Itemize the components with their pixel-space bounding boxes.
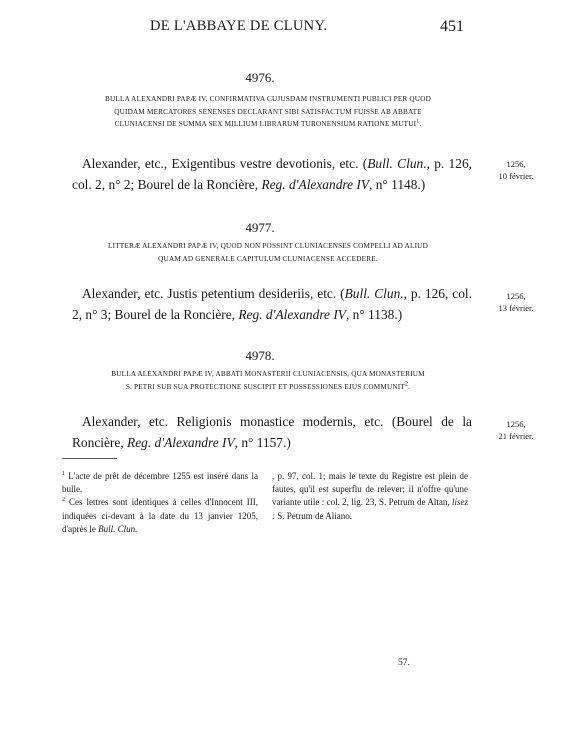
- footnotes-right-column: [272, 470, 468, 523]
- signature-mark: 57.: [398, 658, 410, 668]
- entry-text-4977: Alexander, etc. Justis petentium desideriis, etc. (Bull. Clun., p. 126, col. 2, n° 3; Bourel de la Roncière, Reg. d'Alexandre IV, n° 1138.): [72, 286, 472, 322]
- footnote-2-start: $^2$ Ces lettres sont identiques à celles d'Innocent III, indiquées ci-devant à la date du 13 janvier 1205, d'après le Bull. Clun.: [62, 497, 258, 534]
- footnote-ref: 2: [404, 381, 409, 388]
- margin-date-4976: 1256, 10 février.: [498, 159, 534, 181]
- entry-number-4978: 4978.: [245, 348, 275, 363]
- entry-caption-4976: BULLA ALEXANDRI PAPÆ IV, CONFIRMATIVA CUJUSDAM INSTRUMENTI PUBLICI PER QUOD QUIDAM MERCATORES SENENSES DECLARANT SIBI SATISFACTUM FUISSE AB ABBATE CLUNIACENSI DE SUMMA SEX MILLIUM LIBRARUM TURONENSIUM RATIONE MUTUI$^1$.: [105, 95, 431, 128]
- entry-text-4978: Alexander, etc. Religionis monastice modernis, etc. (Bourel de la Roncière, Reg. d'Alexandre IV, n° 1157.): [72, 414, 472, 450]
- footnote-ref: 1: [416, 118, 420, 125]
- margin-date-4978: 1256, 21 février.: [498, 419, 534, 441]
- footnote-divider: [62, 458, 117, 459]
- footnotes-left-column: [62, 470, 258, 536]
- entry-caption-4978: BULLA ALEXANDRI PAPÆ IV, ABBATI MONASTERII CLUNIACENSIS, QUA MONASTERIUM S. PETRI SUB SUA PROTECTIONE SUSCIPIT ET POSSESSIONES EJUS COMMUNIT$^2$.: [111, 370, 425, 391]
- entry-caption-4977: LITTERÆ ALEXANDRI PAPÆ IV, QUOD NON POSSINT CLUNIACENSES COMPELLI AD ALIUD QUAM AD GENERALE CAPITULUM CLUNIACENSE ACCEDERE.: [108, 242, 428, 263]
- margin-date-4977: 1256, 13 février.: [498, 291, 534, 313]
- entry-number-4976: 4976.: [245, 70, 275, 85]
- footnote-2-cont: , p. 97, col. 1; mais le texte du Registre est plein de fautes, qu'il est superflu de relever; il n'offre qu'une variante utile : col. 2, lig. 23, S. Petrum de Altan, lisez : S. Petrum de Aliano.: [272, 471, 468, 521]
- entry-text-4976: Alexander, etc., Exigentibus vestre devotionis, etc. (Bull. Clun., p. 126, col. 2, n° 2; Bourel de la Roncière, Reg. d'Alexandre IV, n° 1148.): [72, 156, 472, 192]
- footnote-1: $^1$ L'acte de prêt de décembre 1255 est inséré dans la bulle.: [62, 471, 258, 495]
- entry-number-4977: 4977.: [245, 220, 275, 235]
- page-number: 451: [440, 18, 464, 35]
- running-title: DE L'ABBAYE DE CLUNY.: [150, 18, 328, 34]
